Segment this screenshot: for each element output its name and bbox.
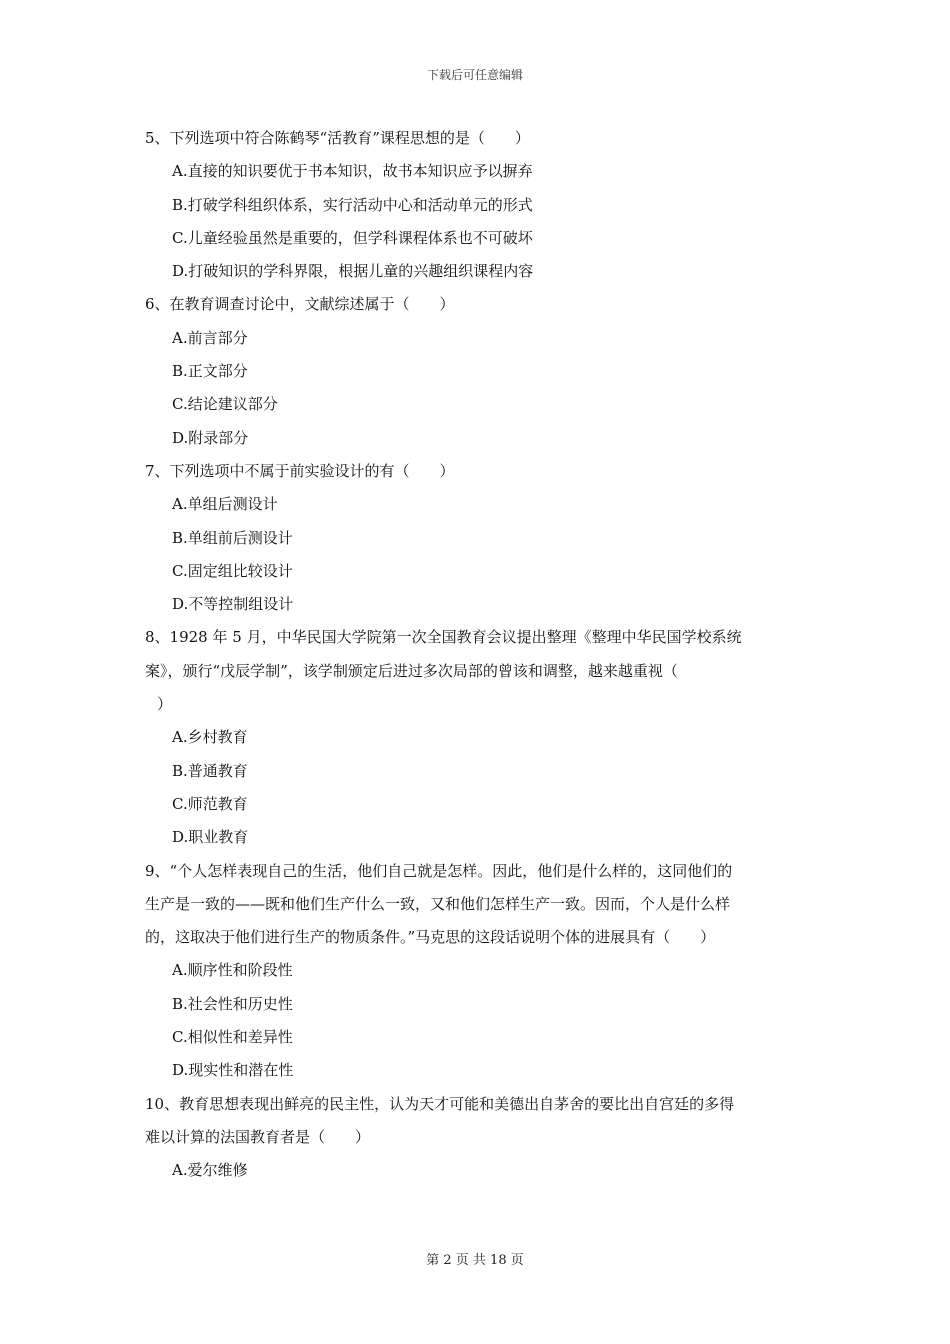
- question-7-stem: 7、下列选项中不属于前实验设计的有（ ）: [145, 461, 455, 480]
- question-10-stem-line-2: 难以计算的法国教育者是（ ）: [145, 1127, 371, 1146]
- question-list: [145, 122, 811, 1188]
- question-8-stem-line-1: 8、1928 年 5 月，中华民国大学院第一次全国教育会议提出整理《整理中华民国学校系统: [145, 628, 742, 647]
- question-9-stem-line-2: 生产是一致的——既和他们生产什么一致，又和他们怎样生产一致。因而，个人是什么样: [145, 894, 731, 913]
- question-6-stem: 6、在教育调查讨论中，文献综述属于（ ）: [145, 295, 455, 314]
- question-8-option-d: D.职业教育: [172, 828, 249, 847]
- question-6-option-a: A.前言部分: [172, 328, 248, 347]
- question-7-option-d: D.不等控制组设计: [172, 595, 294, 614]
- question-5-option-b: B.打破学科组织体系，实行活动中心和活动单元的形式: [172, 195, 533, 214]
- question-9-option-a: A.顺序性和阶段性: [172, 961, 293, 980]
- question-10-option-a: A.爱尔维修: [172, 1161, 248, 1180]
- question-9-option-c: C.相似性和差异性: [172, 1028, 293, 1047]
- question-9-stem-line-1: 9、“个人怎样表现自己的生活，他们自己就是怎样。因此，他们是什么样的，这同他们的: [145, 861, 733, 880]
- question-9-stem-line-3: 的，这取决于他们进行生产的物质条件。”马克思的这段话说明个体的进展具有（ ）: [145, 928, 716, 947]
- question-8-option-a: A.乡村教育: [172, 728, 248, 747]
- question-6-option-b: B.正文部分: [172, 362, 248, 381]
- question-7-option-c: C.固定组比较设计: [172, 561, 293, 580]
- question-8-stem-line-3: ）: [157, 695, 173, 714]
- page-footer: 第 2 页 共 18 页: [426, 1253, 524, 1268]
- question-10-stem-line-1: 10、教育思想表现出鲜亮的民主性，认为天才可能和美德出自茅舍的要比出自宫廷的多得: [145, 1094, 735, 1113]
- question-5-option-c: C.儿童经验虽然是重要的，但学科课程体系也不可破坏: [172, 228, 533, 247]
- question-5-option-a: A.直接的知识要优于书本知识，故书本知识应予以摒弃: [172, 162, 533, 181]
- question-6-option-c: C.结论建议部分: [172, 395, 278, 414]
- question-8-option-c: C.师范教育: [172, 794, 248, 813]
- question-7-option-b: B.单组前后测设计: [172, 528, 293, 547]
- question-9-option-d: D.现实性和潜在性: [172, 1061, 294, 1080]
- question-9-option-b: B.社会性和历史性: [172, 994, 293, 1013]
- question-8-option-b: B.普通教育: [172, 761, 248, 780]
- page-header: 下载后可任意编辑: [426, 68, 523, 82]
- question-7-option-a: A.单组后测设计: [172, 495, 278, 514]
- question-6-option-d: D.附录部分: [172, 428, 249, 447]
- question-8-stem-line-2: 案》，颁行“戊辰学制”，该学制颁定后进过多次局部的曾该和调整，越来越重视（: [145, 661, 678, 680]
- question-5-option-d: D.打破知识的学科界限，根据儿童的兴趣组织课程内容: [172, 262, 534, 281]
- question-5-stem: 5、下列选项中符合陈鹤琴“活教育”课程思想的是（ ）: [145, 129, 530, 147]
